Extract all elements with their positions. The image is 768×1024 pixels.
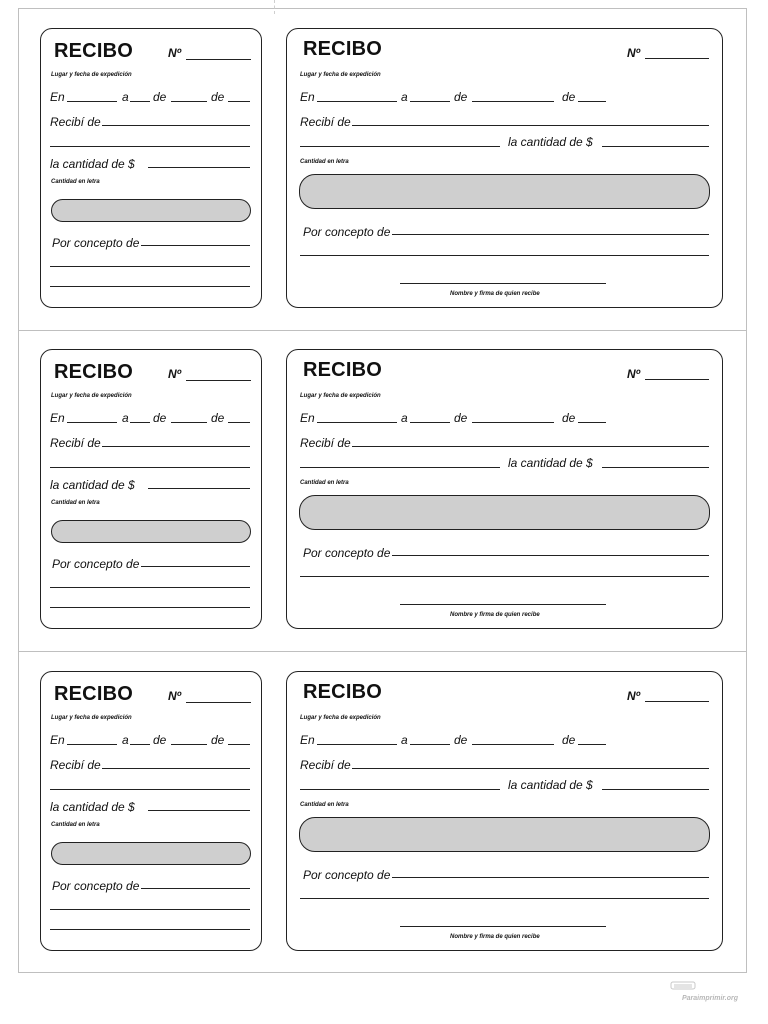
recibi-de-label: Recibí de — [300, 758, 351, 772]
de-label: de — [454, 411, 468, 425]
concept-field-2[interactable] — [50, 266, 250, 267]
receipt-title: RECIBO — [54, 683, 133, 705]
day-field[interactable] — [130, 744, 150, 745]
recibi-de-label: Recibí de — [50, 115, 101, 129]
amount-in-words-box[interactable] — [299, 174, 710, 209]
receipt-title: RECIBO — [303, 38, 382, 60]
amount-field[interactable] — [148, 167, 250, 168]
amount-in-words-caption: Cantidad en letra — [300, 480, 349, 486]
receipt-number-field[interactable] — [645, 701, 709, 702]
received-from-field-2[interactable] — [50, 789, 250, 790]
receipt-number-field[interactable] — [186, 380, 251, 381]
place-field[interactable] — [67, 101, 117, 102]
concept-field[interactable] — [392, 234, 709, 235]
en-label: En — [50, 733, 65, 747]
a-label: a — [122, 411, 129, 425]
a-label: a — [122, 90, 129, 104]
month-field[interactable] — [472, 744, 554, 745]
amount-field[interactable] — [602, 789, 709, 790]
concept-label: Por concepto de — [303, 868, 391, 882]
received-from-field-2[interactable] — [50, 146, 250, 147]
de-label: de — [454, 733, 468, 747]
place-field[interactable] — [67, 422, 117, 423]
received-from-field[interactable] — [352, 446, 709, 447]
receipt-number-label: Nº — [627, 367, 641, 381]
amount-in-words-caption: Cantidad en letra — [51, 822, 100, 828]
receipt-card — [286, 671, 723, 951]
receipt-card — [286, 28, 723, 308]
place-date-caption: Lugar y fecha de expedición — [51, 715, 132, 721]
month-field[interactable] — [171, 101, 207, 102]
de-label: de — [153, 411, 167, 425]
amount-in-words-box[interactable] — [299, 817, 710, 852]
receipt-title: RECIBO — [303, 681, 382, 703]
a-label: a — [401, 411, 408, 425]
site-watermark: Paraimprimir.org — [681, 995, 738, 1002]
amount-in-words-caption: Cantidad en letra — [51, 500, 100, 506]
receipt-number-field[interactable] — [186, 59, 251, 60]
day-field[interactable] — [130, 101, 150, 102]
place-field[interactable] — [67, 744, 117, 745]
de-label: de — [211, 733, 225, 747]
receipt-number-field[interactable] — [186, 702, 251, 703]
amount-label: la cantidad de $ — [508, 456, 593, 470]
receipt-title: RECIBO — [54, 361, 133, 383]
year-field[interactable] — [228, 101, 250, 102]
de-label: de — [211, 90, 225, 104]
received-from-field[interactable] — [352, 125, 709, 126]
amount-in-words-box[interactable] — [51, 520, 251, 543]
place-date-caption: Lugar y fecha de expedición — [300, 715, 381, 721]
receipt-number-label: Nº — [168, 689, 182, 703]
received-from-field-2[interactable] — [300, 146, 500, 147]
received-from-field[interactable] — [102, 125, 250, 126]
amount-field[interactable] — [148, 488, 250, 489]
receipt-number-label: Nº — [627, 689, 641, 703]
place-date-caption: Lugar y fecha de expedición — [51, 393, 132, 399]
signature-caption: Nombre y firma de quien recibe — [450, 612, 540, 618]
concept-field[interactable] — [392, 877, 709, 878]
concept-label: Por concepto de — [52, 879, 140, 893]
year-field[interactable] — [578, 744, 606, 745]
recibi-de-label: Recibí de — [50, 436, 101, 450]
concept-label: Por concepto de — [52, 236, 140, 250]
cut-line — [18, 330, 747, 331]
a-label: a — [401, 90, 408, 104]
receipt-number-field[interactable] — [645, 379, 709, 380]
concept-label: Por concepto de — [303, 225, 391, 239]
receipt-number-label: Nº — [168, 46, 182, 60]
signature-field[interactable] — [400, 926, 606, 927]
day-field[interactable] — [410, 422, 450, 423]
place-field[interactable] — [317, 101, 397, 102]
a-label: a — [122, 733, 129, 747]
signature-field[interactable] — [400, 604, 606, 605]
year-field[interactable] — [228, 422, 250, 423]
en-label: En — [50, 411, 65, 425]
received-from-field[interactable] — [102, 446, 250, 447]
concept-field[interactable] — [392, 555, 709, 556]
received-from-field-2[interactable] — [300, 467, 500, 468]
concept-label: Por concepto de — [52, 557, 140, 571]
year-field[interactable] — [578, 422, 606, 423]
day-field[interactable] — [410, 101, 450, 102]
cut-line — [18, 651, 747, 652]
en-label: En — [300, 733, 315, 747]
concept-field[interactable] — [141, 566, 250, 567]
place-date-caption: Lugar y fecha de expedición — [300, 393, 381, 399]
amount-in-words-caption: Cantidad en letra — [300, 802, 349, 808]
recibi-de-label: Recibí de — [50, 758, 101, 772]
concept-field-2[interactable] — [300, 898, 709, 899]
signature-caption: Nombre y firma de quien recibe — [450, 291, 540, 297]
printer-logo-icon — [668, 980, 698, 992]
received-from-field-2[interactable] — [50, 467, 250, 468]
de-label: de — [454, 90, 468, 104]
amount-field[interactable] — [148, 810, 250, 811]
concept-field-2[interactable] — [300, 255, 709, 256]
de-label: de — [562, 90, 576, 104]
day-field[interactable] — [130, 422, 150, 423]
amount-in-words-box[interactable] — [51, 842, 251, 865]
year-field[interactable] — [578, 101, 606, 102]
received-from-field[interactable] — [352, 768, 709, 769]
amount-label: la cantidad de $ — [50, 157, 135, 171]
concept-label: Por concepto de — [303, 546, 391, 560]
month-field[interactable] — [171, 422, 207, 423]
place-field[interactable] — [317, 744, 397, 745]
de-label: de — [562, 733, 576, 747]
concept-field-3[interactable] — [50, 286, 250, 287]
receipt-title: RECIBO — [54, 40, 133, 62]
place-date-caption: Lugar y fecha de expedición — [51, 72, 132, 78]
amount-label: la cantidad de $ — [50, 800, 135, 814]
place-field[interactable] — [317, 422, 397, 423]
fold-mark — [274, 0, 275, 14]
recibi-de-label: Recibí de — [300, 115, 351, 129]
concept-field[interactable] — [141, 245, 250, 246]
signature-caption: Nombre y firma de quien recibe — [450, 934, 540, 940]
amount-in-words-box[interactable] — [299, 495, 710, 530]
amount-label: la cantidad de $ — [508, 778, 593, 792]
amount-in-words-caption: Cantidad en letra — [51, 179, 100, 185]
en-label: En — [300, 411, 315, 425]
year-field[interactable] — [228, 744, 250, 745]
month-field[interactable] — [472, 101, 554, 102]
receipt-number-label: Nº — [627, 46, 641, 60]
amount-label: la cantidad de $ — [508, 135, 593, 149]
en-label: En — [50, 90, 65, 104]
concept-field-2[interactable] — [50, 587, 250, 588]
de-label: de — [562, 411, 576, 425]
amount-in-words-box[interactable] — [51, 199, 251, 222]
month-field[interactable] — [171, 744, 207, 745]
received-from-field[interactable] — [102, 768, 250, 769]
recibi-de-label: Recibí de — [300, 436, 351, 450]
de-label: de — [153, 90, 167, 104]
concept-field-2[interactable] — [50, 909, 250, 910]
day-field[interactable] — [410, 744, 450, 745]
received-from-field-2[interactable] — [300, 789, 500, 790]
receipt-card — [286, 349, 723, 629]
amount-in-words-caption: Cantidad en letra — [300, 159, 349, 165]
concept-field-2[interactable] — [300, 576, 709, 577]
amount-field[interactable] — [602, 146, 709, 147]
receipt-number-label: Nº — [168, 367, 182, 381]
de-label: de — [211, 411, 225, 425]
amount-label: la cantidad de $ — [50, 478, 135, 492]
concept-field-3[interactable] — [50, 607, 250, 608]
place-date-caption: Lugar y fecha de expedición — [300, 72, 381, 78]
month-field[interactable] — [472, 422, 554, 423]
signature-field[interactable] — [400, 283, 606, 284]
a-label: a — [401, 733, 408, 747]
receipt-number-field[interactable] — [645, 58, 709, 59]
concept-field[interactable] — [141, 888, 250, 889]
en-label: En — [300, 90, 315, 104]
receipt-title: RECIBO — [303, 359, 382, 381]
de-label: de — [153, 733, 167, 747]
concept-field-3[interactable] — [50, 929, 250, 930]
amount-field[interactable] — [602, 467, 709, 468]
